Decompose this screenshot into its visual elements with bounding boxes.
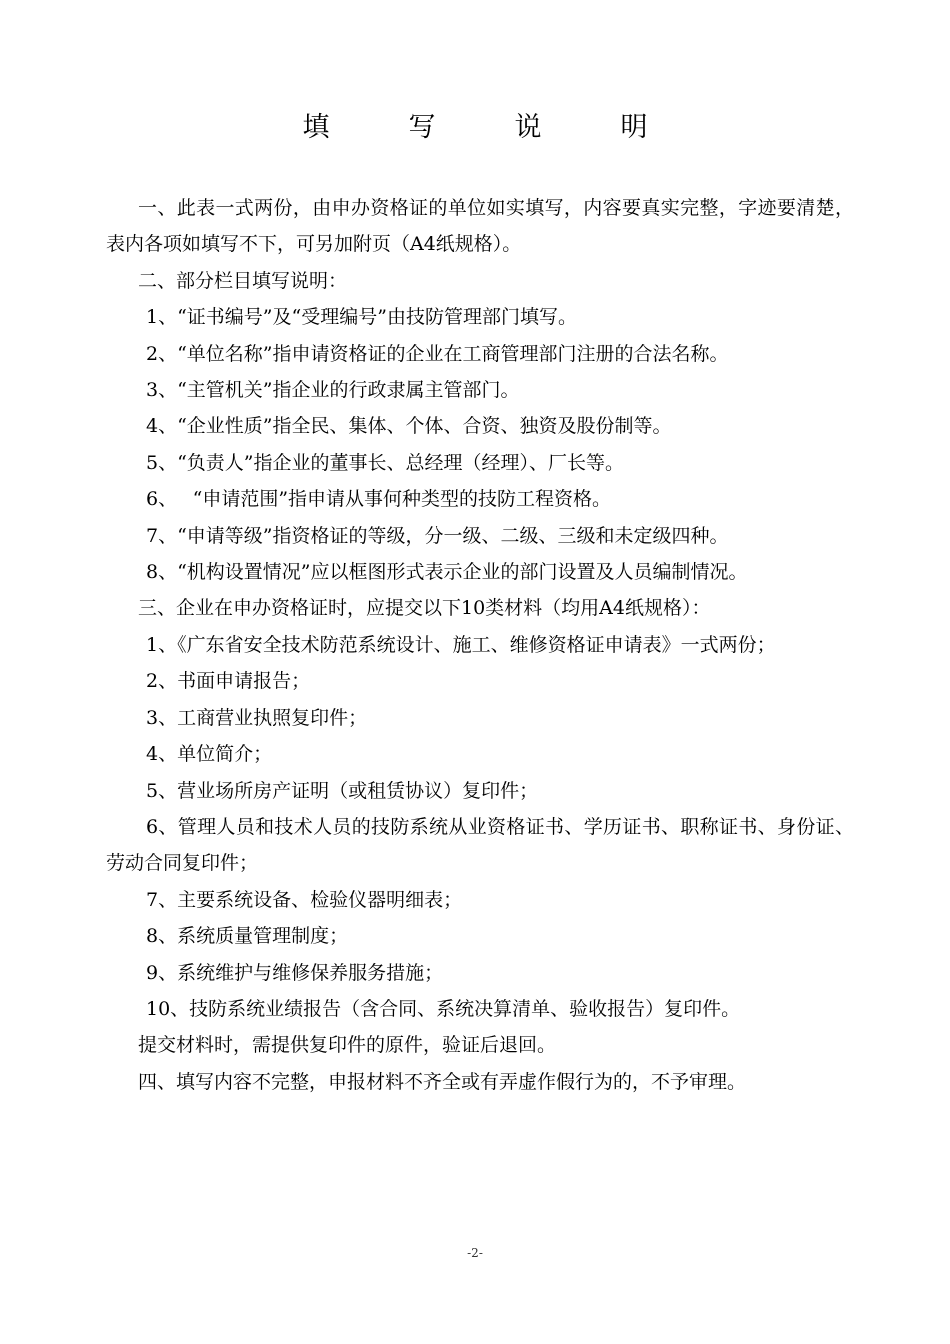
material-item-9: 9、系统维护与维修保养服务措施； xyxy=(146,961,444,984)
field-note-grade: 7、“申请等级”指资格证的等级，分一级、二级、三级和未定级四种。 xyxy=(146,524,729,547)
material-item-10: 10、技防系统业绩报告（含合同、系统决算清单、验收报告）复印件。 xyxy=(146,997,741,1020)
instructions-body xyxy=(106,190,854,1100)
field-note-certificate-no: 1、“证书编号”及“受理编号”由技防管理部门填写。 xyxy=(146,306,577,329)
section-heading-fields: 二、部分栏目填写说明： xyxy=(138,269,348,292)
field-note-organization: 8、“机构设置情况”应以框图形式表示企业的部门设置及人员编制情况。 xyxy=(146,561,748,584)
material-item-2: 2、书面申请报告； xyxy=(146,670,311,693)
material-item-4: 4、单位简介； xyxy=(146,743,273,766)
field-note-responsible: 5、“负责人”指企业的董事长、总经理（经理）、厂长等。 xyxy=(146,451,625,474)
material-item-3: 3、工商营业执照复印件； xyxy=(146,706,368,729)
material-item-5: 5、营业场所房产证明（或租赁协议）复印件； xyxy=(146,779,539,802)
material-item-7: 7、主要系统设备、检验仪器明细表； xyxy=(146,888,463,911)
material-item-1: 1、《广东省安全技术防范系统设计、施工、维修资格证申请表》一式两份； xyxy=(146,633,776,656)
paragraph-general: 一、此表一式两份，由申办资格证的单位如实填写，内容要真实完整，字迹要清楚，表内各项如填写不下，可另加附页（A4纸规格）。 xyxy=(106,197,854,256)
paragraph-originals-note: 提交材料时，需提供复印件的原件，验证后退回。 xyxy=(138,1034,557,1057)
material-item-6: 6、管理人员和技术人员的技防系统从业资格证书、学历证书、职称证书、身份证、劳动合同复印件； xyxy=(106,815,854,875)
material-item-8: 8、系统质量管理制度； xyxy=(146,925,349,948)
field-note-enterprise-type: 4、“企业性质”指全民、集体、个体、合资、独资及股份制等。 xyxy=(146,415,672,438)
section-heading-materials: 三、企业在申办资格证时，应提交以下10类材料（均用A4纸规格）： xyxy=(138,597,711,620)
field-note-scope: 6、 “申请范围”指申请从事何种类型的技防工程资格。 xyxy=(146,488,612,511)
field-note-authority: 3、“主管机关”指企业的行政隶属主管部门。 xyxy=(146,379,520,402)
paragraph-rejection-note: 四、填写内容不完整，申报材料不齐全或有弄虚作假行为的，不予审理。 xyxy=(138,1070,747,1093)
page-title: 填 写 说 明 xyxy=(302,112,674,143)
field-note-company-name: 2、“单位名称”指申请资格证的企业在工商管理部门注册的合法名称。 xyxy=(146,342,729,365)
page-number: -2- xyxy=(467,1246,483,1260)
